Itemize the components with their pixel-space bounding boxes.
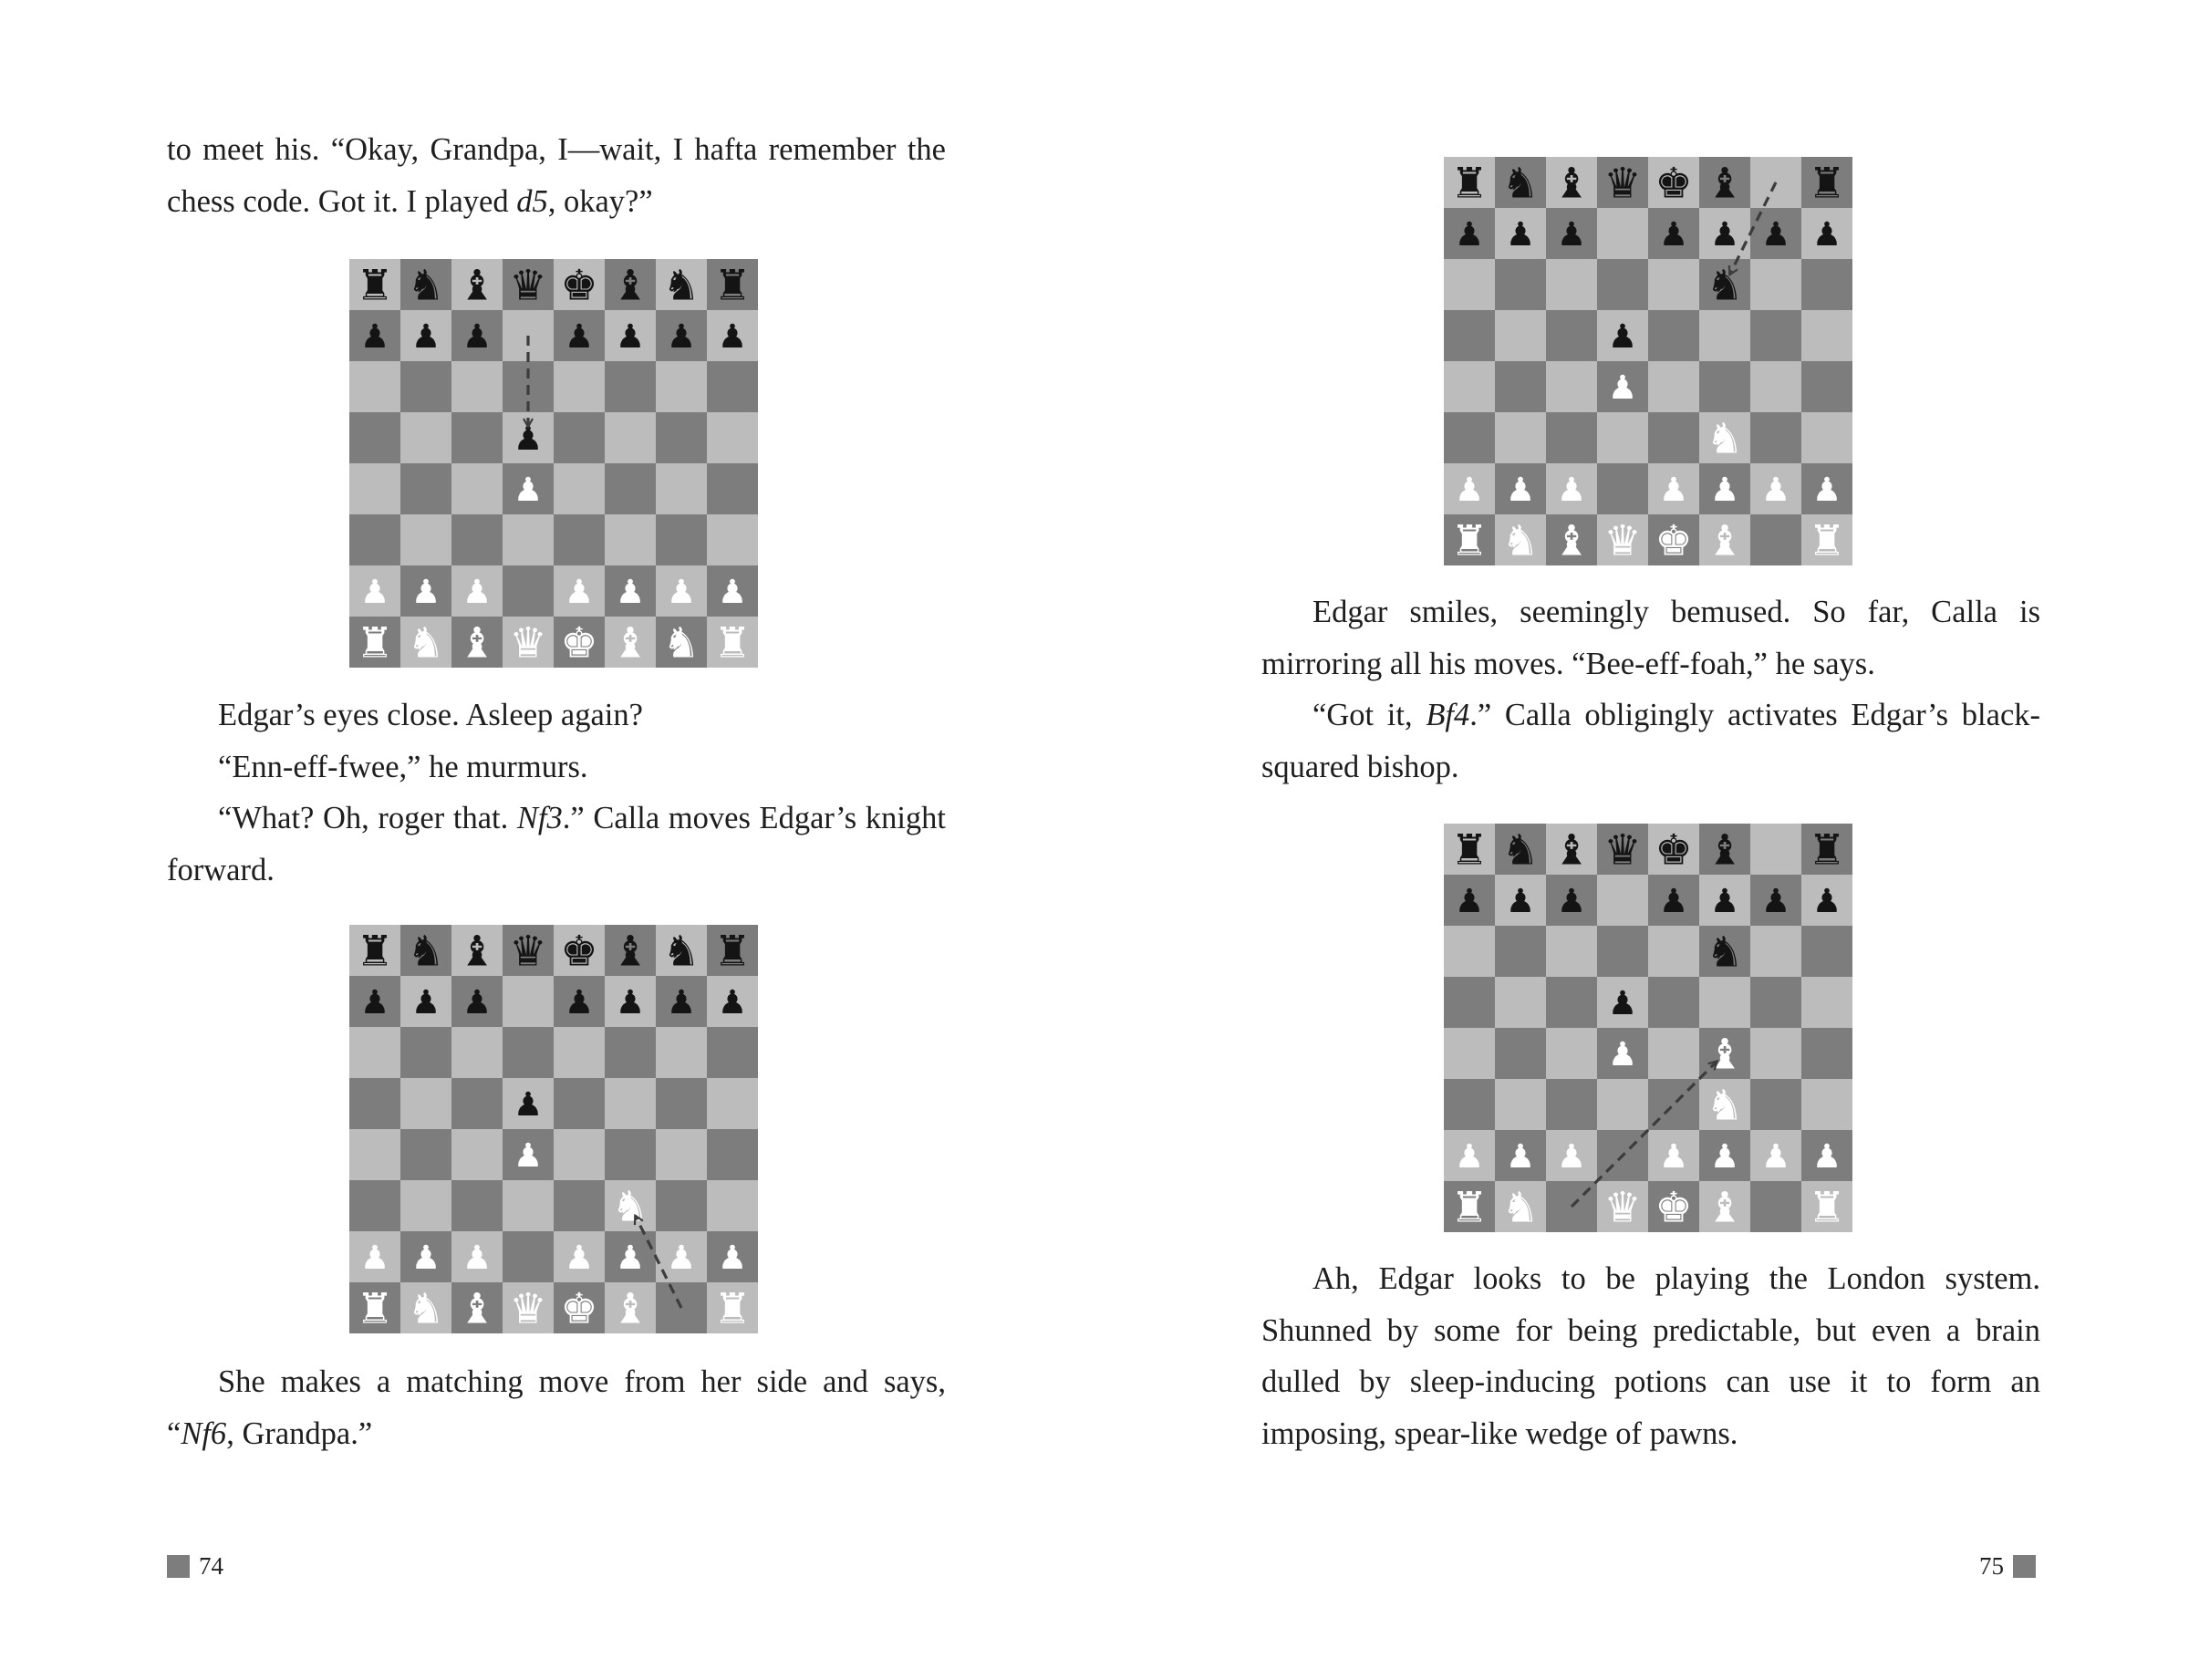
board-square	[451, 1078, 503, 1129]
black-bishop-icon: ♝	[1552, 158, 1591, 208]
white-pawn-icon: ♟	[1658, 471, 1689, 509]
paragraph	[1261, 586, 2040, 690]
board-square	[1546, 412, 1597, 463]
white-pawn-icon: ♟	[359, 573, 390, 611]
white-pawn-icon: ♟	[1760, 471, 1791, 509]
black-pawn-icon: ♟	[1658, 215, 1689, 254]
text-run: .” Calla moves Edgar’s knight forward.	[167, 801, 947, 887]
white-queen-icon: ♛	[509, 1283, 547, 1333]
black-pawn-icon: ♟	[410, 983, 441, 1021]
white-pawn-icon: ♟	[1811, 1137, 1842, 1176]
board-square	[1801, 1079, 1852, 1130]
board-square	[1444, 1079, 1495, 1130]
board-square	[451, 1180, 503, 1231]
black-pawn-icon: ♟	[462, 983, 493, 1021]
board-square	[1750, 977, 1801, 1028]
board-square	[400, 1078, 451, 1129]
folio-marker	[167, 1555, 190, 1578]
black-pawn-icon: ♟	[717, 983, 748, 1021]
black-rook-icon: ♜	[1808, 824, 1846, 875]
board-square	[503, 514, 554, 565]
board-square	[1444, 310, 1495, 361]
paragraph	[1261, 1253, 2040, 1459]
black-pawn-icon: ♟	[462, 317, 493, 356]
white-bishop-icon: ♝	[1706, 515, 1744, 565]
board-square	[1750, 514, 1801, 565]
board-square	[554, 514, 605, 565]
black-pawn-icon: ♟	[1505, 882, 1536, 920]
white-pawn-icon: ♟	[1505, 1137, 1536, 1176]
board-square	[451, 361, 503, 412]
board-square	[503, 976, 554, 1027]
board-square	[503, 1180, 554, 1231]
black-rook-icon: ♜	[356, 260, 394, 310]
board-square	[707, 1180, 758, 1231]
paragraph	[167, 793, 946, 896]
black-pawn-icon: ♟	[513, 1085, 544, 1124]
board-square	[349, 1180, 400, 1231]
board-square	[656, 1129, 707, 1180]
white-rook-icon: ♜	[1450, 1182, 1489, 1232]
board-square	[1495, 926, 1546, 977]
chess-board	[349, 259, 758, 668]
white-pawn-icon: ♟	[1658, 1137, 1689, 1176]
chess-notation: Bf4	[1426, 698, 1470, 732]
board-square	[1597, 463, 1648, 514]
board-square	[1801, 412, 1852, 463]
white-pawn-icon: ♟	[1709, 471, 1740, 509]
white-pawn-icon: ♟	[564, 1239, 595, 1277]
board-square	[1801, 310, 1852, 361]
board-square	[1648, 259, 1699, 310]
white-pawn-icon: ♟	[1556, 1137, 1587, 1176]
white-bishop-icon: ♝	[611, 1283, 649, 1333]
white-king-icon: ♚	[560, 617, 598, 668]
paragraph	[1261, 690, 2040, 793]
board-square	[656, 1027, 707, 1078]
black-rook-icon: ♜	[713, 926, 752, 976]
white-knight-icon: ♞	[611, 1181, 649, 1231]
white-rook-icon: ♜	[1808, 1182, 1846, 1232]
white-pawn-icon: ♟	[359, 1239, 390, 1277]
board-square	[1444, 977, 1495, 1028]
folio	[167, 1553, 223, 1579]
board-square	[1750, 1079, 1801, 1130]
board-square	[1699, 310, 1750, 361]
black-pawn-icon: ♟	[1454, 215, 1485, 254]
white-pawn-icon: ♟	[1760, 1137, 1791, 1176]
black-knight-icon: ♞	[662, 926, 700, 976]
board-square	[1699, 977, 1750, 1028]
board-square	[451, 1027, 503, 1078]
black-rook-icon: ♜	[713, 260, 752, 310]
chess-notation: Nf6	[181, 1416, 227, 1451]
white-knight-icon: ♞	[1706, 1080, 1744, 1130]
board-square	[605, 1027, 656, 1078]
board-square	[554, 361, 605, 412]
white-bishop-icon: ♝	[1706, 1182, 1744, 1232]
board-square	[1495, 1079, 1546, 1130]
black-bishop-icon: ♝	[611, 926, 649, 976]
board-square	[1750, 1028, 1801, 1079]
white-pawn-icon: ♟	[717, 1239, 748, 1277]
white-pawn-icon: ♟	[1811, 471, 1842, 509]
black-pawn-icon: ♟	[564, 317, 595, 356]
text-run: to meet his. “Okay, Grandpa, I—wait, I hafta remember the chess code. Got it. I played	[167, 132, 946, 219]
board-square	[503, 1231, 554, 1282]
board-square	[1597, 875, 1648, 926]
board-square	[1648, 926, 1699, 977]
board-square	[1546, 361, 1597, 412]
board-square	[1546, 310, 1597, 361]
black-knight-icon: ♞	[407, 260, 445, 310]
white-knight-icon: ♞	[1501, 1182, 1540, 1232]
board-square	[656, 1180, 707, 1231]
board-square	[1495, 310, 1546, 361]
board-square	[707, 1078, 758, 1129]
black-queen-icon: ♛	[1603, 824, 1642, 875]
page-number: 75	[1979, 1552, 2004, 1580]
board-square	[400, 514, 451, 565]
black-pawn-icon: ♟	[1556, 215, 1587, 254]
board-square	[656, 1078, 707, 1129]
chess-diagram-bf4	[1444, 824, 1852, 1232]
paragraph	[167, 741, 946, 793]
black-bishop-icon: ♝	[611, 260, 649, 310]
black-queen-icon: ♛	[509, 926, 547, 976]
page-number: 74	[199, 1552, 223, 1580]
white-rook-icon: ♜	[1808, 515, 1846, 565]
white-pawn-icon: ♟	[666, 1239, 697, 1277]
white-queen-icon: ♛	[1603, 515, 1642, 565]
black-queen-icon: ♛	[509, 260, 547, 310]
board-square	[707, 412, 758, 463]
board-square	[656, 361, 707, 412]
board-square	[707, 514, 758, 565]
text-run: Ah, Edgar looks to be playing the London system. Shunned by some for being predictable, but even a brain dulled by sleep-inducing potions can use it to form an imposing, spear-like wedge of pawns.	[1261, 1261, 2040, 1451]
white-king-icon: ♚	[1655, 1182, 1693, 1232]
board-square	[554, 1027, 605, 1078]
board-square	[451, 412, 503, 463]
white-rook-icon: ♜	[713, 1283, 752, 1333]
white-pawn-icon: ♟	[666, 573, 697, 611]
board-square	[605, 514, 656, 565]
white-pawn-icon: ♟	[513, 471, 544, 509]
board-square	[349, 463, 400, 514]
white-pawn-icon: ♟	[462, 573, 493, 611]
board-square	[1444, 259, 1495, 310]
board-square	[1546, 1028, 1597, 1079]
board-square	[1495, 412, 1546, 463]
board-square	[451, 514, 503, 565]
black-pawn-icon: ♟	[410, 317, 441, 356]
white-pawn-icon: ♟	[1607, 1035, 1638, 1073]
board-square	[1750, 361, 1801, 412]
board-square	[400, 412, 451, 463]
board-square	[1750, 824, 1801, 875]
board-square	[554, 1129, 605, 1180]
white-pawn-icon: ♟	[615, 1239, 646, 1277]
right-page	[1094, 0, 2040, 1680]
white-bishop-icon: ♝	[611, 617, 649, 668]
black-bishop-icon: ♝	[1552, 824, 1591, 875]
board-square	[1597, 412, 1648, 463]
board-square	[1597, 259, 1648, 310]
white-knight-icon: ♞	[407, 617, 445, 668]
board-square	[349, 412, 400, 463]
black-pawn-icon: ♟	[359, 317, 390, 356]
board-square	[1801, 259, 1852, 310]
board-square	[1750, 310, 1801, 361]
board-square	[605, 361, 656, 412]
black-pawn-icon: ♟	[1709, 215, 1740, 254]
black-pawn-icon: ♟	[513, 420, 544, 458]
board-square	[605, 412, 656, 463]
black-pawn-icon: ♟	[1658, 882, 1689, 920]
black-king-icon: ♚	[560, 926, 598, 976]
black-knight-icon: ♞	[1501, 158, 1540, 208]
board-square	[1597, 926, 1648, 977]
board-square	[400, 463, 451, 514]
board-square	[605, 1078, 656, 1129]
board-square	[1648, 412, 1699, 463]
black-king-icon: ♚	[1655, 824, 1693, 875]
white-bishop-icon: ♝	[458, 617, 496, 668]
black-pawn-icon: ♟	[1454, 882, 1485, 920]
text-run: Edgar smiles, seemingly bemused. So far, Calla is mirroring all his moves. “Bee-eff-foah,” he says.	[1261, 595, 2040, 681]
text-run: Edgar’s eyes close. Asleep again?	[218, 698, 643, 732]
board-square	[605, 1129, 656, 1180]
text-run: “Enn-eff-fwee,” he murmurs.	[218, 750, 588, 784]
black-knight-icon: ♞	[1501, 824, 1540, 875]
board-square	[554, 1078, 605, 1129]
board-square	[656, 412, 707, 463]
board-square	[1444, 361, 1495, 412]
black-pawn-icon: ♟	[1709, 882, 1740, 920]
white-pawn-icon: ♟	[1556, 471, 1587, 509]
board-square	[349, 514, 400, 565]
board-square	[1444, 926, 1495, 977]
white-king-icon: ♚	[1655, 515, 1693, 565]
text-run: .” Calla obligingly activates Edgar’s black-squared bishop.	[1261, 698, 2040, 784]
board-square	[1648, 361, 1699, 412]
board-square	[400, 1180, 451, 1231]
chess-board	[1444, 824, 1852, 1232]
white-knight-icon: ♞	[1501, 515, 1540, 565]
white-knight-icon: ♞	[1706, 413, 1744, 463]
board-square	[1648, 310, 1699, 361]
black-king-icon: ♚	[560, 260, 598, 310]
black-rook-icon: ♜	[356, 926, 394, 976]
black-pawn-icon: ♟	[1505, 215, 1536, 254]
white-pawn-icon: ♟	[615, 573, 646, 611]
board-square	[349, 1027, 400, 1078]
black-pawn-icon: ♟	[1607, 984, 1638, 1022]
black-knight-icon: ♞	[1706, 260, 1744, 310]
board-square	[400, 1027, 451, 1078]
white-pawn-icon: ♟	[410, 573, 441, 611]
board-square	[1495, 259, 1546, 310]
board-square	[707, 463, 758, 514]
board-square	[554, 1180, 605, 1231]
black-pawn-icon: ♟	[666, 317, 697, 356]
board-square	[1495, 361, 1546, 412]
board-square	[349, 1129, 400, 1180]
board-square	[656, 463, 707, 514]
white-queen-icon: ♛	[509, 617, 547, 668]
black-knight-icon: ♞	[1706, 927, 1744, 977]
white-pawn-icon: ♟	[513, 1136, 544, 1175]
black-bishop-icon: ♝	[1706, 824, 1744, 875]
board-square	[1546, 926, 1597, 977]
board-square	[1750, 1181, 1801, 1232]
white-rook-icon: ♜	[1450, 515, 1489, 565]
board-square	[1801, 1028, 1852, 1079]
paragraph	[167, 124, 946, 227]
chess-notation: Nf3	[516, 801, 563, 835]
white-bishop-icon: ♝	[1552, 515, 1591, 565]
black-pawn-icon: ♟	[666, 983, 697, 1021]
board-square	[1597, 208, 1648, 259]
board-square	[1444, 1028, 1495, 1079]
white-knight-icon: ♞	[407, 1283, 445, 1333]
white-bishop-icon: ♝	[1706, 1029, 1744, 1079]
text-run: “What? Oh, roger that.	[218, 801, 517, 835]
chess-diagram-nf6	[1444, 157, 1852, 565]
board-square	[1648, 1028, 1699, 1079]
text-run: She makes a matching move from her side and says, “	[167, 1364, 946, 1451]
board-square	[400, 1129, 451, 1180]
board-square	[1495, 1028, 1546, 1079]
white-pawn-icon: ♟	[1709, 1137, 1740, 1176]
white-king-icon: ♚	[560, 1283, 598, 1333]
black-queen-icon: ♛	[1603, 158, 1642, 208]
white-bishop-icon: ♝	[458, 1283, 496, 1333]
left-page	[0, 0, 947, 1680]
black-bishop-icon: ♝	[458, 260, 496, 310]
black-pawn-icon: ♟	[1607, 317, 1638, 356]
text-run: , okay?”	[547, 183, 653, 219]
board-square	[554, 463, 605, 514]
board-square	[349, 1078, 400, 1129]
white-pawn-icon: ♟	[1505, 471, 1536, 509]
black-pawn-icon: ♟	[615, 983, 646, 1021]
board-square	[1648, 977, 1699, 1028]
board-square	[605, 463, 656, 514]
black-pawn-icon: ♟	[1811, 215, 1842, 254]
black-bishop-icon: ♝	[458, 926, 496, 976]
chess-diagram-nf3	[349, 925, 758, 1333]
black-knight-icon: ♞	[407, 926, 445, 976]
chess-board	[1444, 157, 1852, 565]
board-square	[349, 361, 400, 412]
black-pawn-icon: ♟	[615, 317, 646, 356]
white-rook-icon: ♜	[356, 617, 394, 668]
board-square	[1750, 259, 1801, 310]
text-run: , Grandpa.”	[226, 1416, 373, 1451]
board-square	[1750, 926, 1801, 977]
white-pawn-icon: ♟	[1454, 471, 1485, 509]
black-pawn-icon: ♟	[359, 983, 390, 1021]
chess-board	[349, 925, 758, 1333]
black-knight-icon: ♞	[662, 260, 700, 310]
black-rook-icon: ♜	[1808, 158, 1846, 208]
white-pawn-icon: ♟	[717, 573, 748, 611]
paragraph	[167, 1356, 946, 1459]
board-square	[503, 1027, 554, 1078]
board-square	[1699, 361, 1750, 412]
black-pawn-icon: ♟	[1811, 882, 1842, 920]
board-square	[1546, 977, 1597, 1028]
white-pawn-icon: ♟	[410, 1239, 441, 1277]
black-rook-icon: ♜	[1450, 158, 1489, 208]
white-pawn-icon: ♟	[1454, 1137, 1485, 1176]
chess-notation: d5	[516, 183, 548, 219]
board-square	[707, 1027, 758, 1078]
board-square	[1444, 412, 1495, 463]
board-square	[400, 361, 451, 412]
white-pawn-icon: ♟	[462, 1239, 493, 1277]
board-square	[1597, 1079, 1648, 1130]
black-pawn-icon: ♟	[1760, 215, 1791, 254]
black-bishop-icon: ♝	[1706, 158, 1744, 208]
board-square	[1801, 926, 1852, 977]
chess-diagram-d5	[349, 259, 758, 668]
folio-marker	[2013, 1555, 2036, 1578]
board-square	[451, 463, 503, 514]
white-pawn-icon: ♟	[1607, 368, 1638, 407]
board-square	[707, 361, 758, 412]
board-square	[1750, 412, 1801, 463]
black-rook-icon: ♜	[1450, 824, 1489, 875]
white-pawn-icon: ♟	[564, 573, 595, 611]
white-rook-icon: ♜	[356, 1283, 394, 1333]
board-square	[1546, 259, 1597, 310]
black-pawn-icon: ♟	[717, 317, 748, 356]
black-king-icon: ♚	[1655, 158, 1693, 208]
board-square	[707, 1129, 758, 1180]
board-square	[503, 565, 554, 617]
paragraph	[167, 690, 946, 741]
white-queen-icon: ♛	[1603, 1182, 1642, 1232]
board-square	[554, 412, 605, 463]
white-rook-icon: ♜	[713, 617, 752, 668]
board-square	[1801, 977, 1852, 1028]
board-square	[1495, 977, 1546, 1028]
board-square	[1546, 1079, 1597, 1130]
board-square	[1801, 361, 1852, 412]
black-pawn-icon: ♟	[564, 983, 595, 1021]
folio	[1979, 1553, 2036, 1579]
text-run: “Got it,	[1312, 698, 1426, 732]
white-knight-icon: ♞	[662, 617, 700, 668]
board-square	[656, 514, 707, 565]
black-pawn-icon: ♟	[1556, 882, 1587, 920]
board-square	[451, 1129, 503, 1180]
black-pawn-icon: ♟	[1760, 882, 1791, 920]
